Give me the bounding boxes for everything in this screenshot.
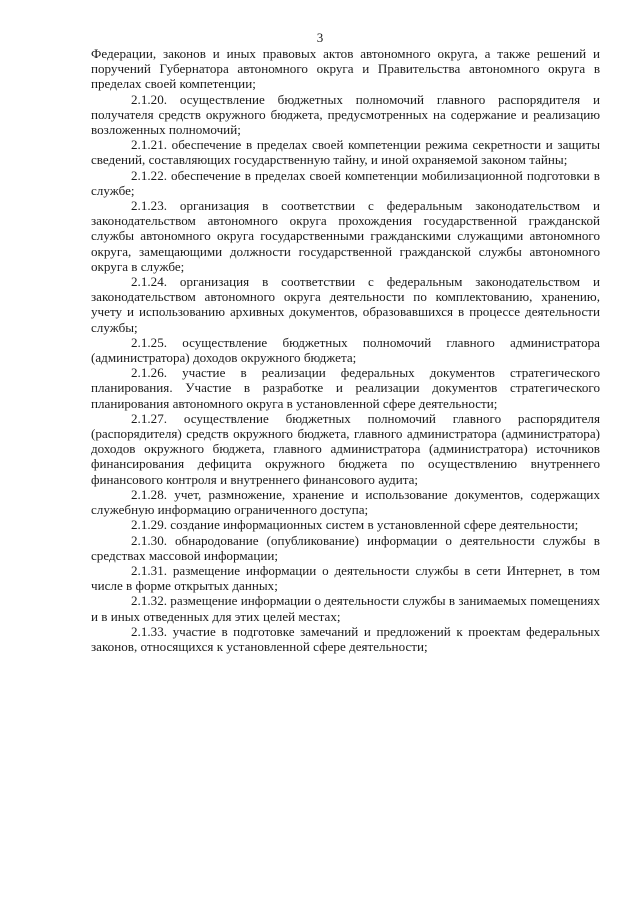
paragraph-2-1-30: 2.1.30. обнародование (опубликование) информации о деятельности службы в средствах массовой информации; [91, 532, 600, 563]
paragraph-2-1-20: 2.1.20. осуществление бюджетных полномочий главного распорядителя и получателя средств окружного бюджета, предусмотренных на содержание и реализацию возложенных полномочий; [91, 91, 600, 138]
paragraph-2-1-31: 2.1.31. размещение информации о деятельности службы в сети Интернет, в том числе в форме открытых данных; [91, 562, 600, 594]
paragraph-intro: Федерации, законов и иных правовых актов автономного округа, а также решений и поручений Губернатора автономного округа и Правительства автономного округа в пределах своей компетенции; [91, 46, 600, 92]
paragraph-2-1-24: 2.1.24. организация в соответствии с федеральным законодательством и законодательством автономного округа деятельности по комплектованию, хранению, учету и использованию архивных документов, образовавшихся в процессе деятельности службы; [91, 274, 600, 335]
paragraph-2-1-21: 2.1.21. обеспечение в пределах своей компетенции режима секретности и защиты сведений, составляющих государственную тайну, и иной охраняемой законом тайны; [91, 137, 600, 168]
paragraph-2-1-23: 2.1.23. организация в соответствии с федеральным законодательством и законодательством автономного округа прохождения государственной гражданской службы автономного округа государственными гражданскими служащими автономного округа, замещающими должности государственной гражданской службы автономного округа в службе; [91, 198, 600, 274]
paragraph-2-1-22: 2.1.22. обеспечение в пределах своей компетенции мобилизационной подготовки в службе; [91, 167, 600, 198]
paragraph-2-1-26: 2.1.26. участие в реализации федеральных документов стратегического планирования. Участие в разработке и реализации документов стратегического планирования автономного округа в установленной сфере деятельности; [91, 365, 600, 411]
paragraph-2-1-28: 2.1.28. учет, размножение, хранение и использование документов, содержащих служебную информацию ограниченного доступа; [91, 486, 600, 518]
page-number: 3 [316, 30, 324, 45]
paragraph-2-1-29: 2.1.29. создание информационных систем в установленной сфере деятельности; [131, 517, 579, 533]
paragraph-2-1-33: 2.1.33. участие в подготовке замечаний и предложений к проектам федеральных законов, относящихся к установленной сфере деятельности; [91, 623, 600, 654]
document-body [91, 46, 600, 654]
paragraph-2-1-25: 2.1.25. осуществление бюджетных полномочий главного администратора (администратора) доходов окружного бюджета; [91, 334, 600, 366]
paragraph-2-1-32: 2.1.32. размещение информации о деятельности службы в занимаемых помещениях и в иных отведенных для этих целей местах; [91, 593, 600, 624]
paragraph-2-1-27: 2.1.27. осуществление бюджетных полномочий главного распорядителя (распорядителя) средств окружного бюджета, главного администратора (администратора) доходов окружного бюджета, главного администратора (администратора) источников финансирования дефицита окружного бюджета по осуществлению внутреннего финансового контроля и внутреннего финансового аудита; [91, 410, 600, 487]
